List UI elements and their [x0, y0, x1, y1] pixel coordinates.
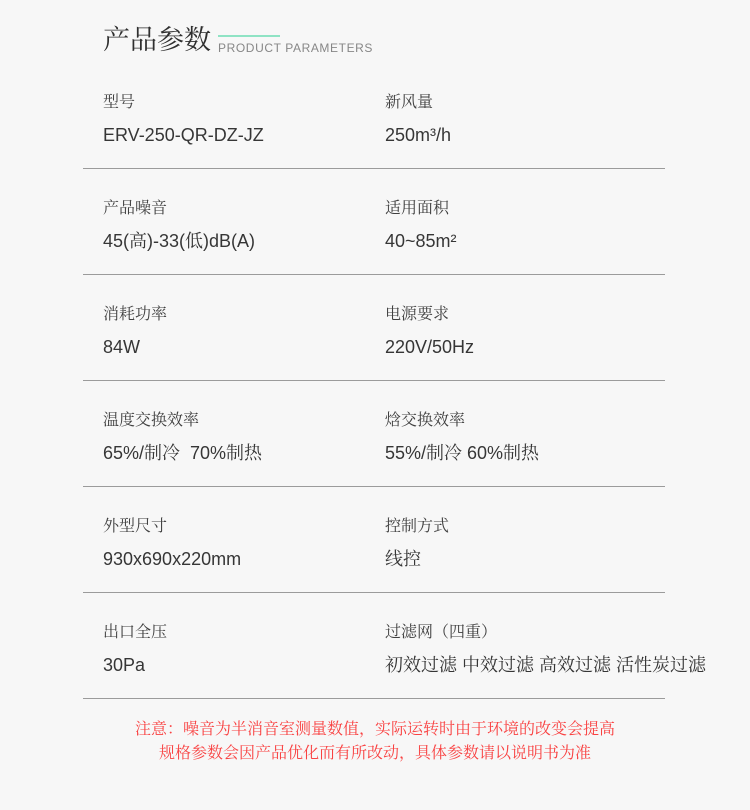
spec-label: 控制方式 — [385, 517, 450, 535]
spec-row-size-control — [83, 487, 665, 593]
spec-cell-power-consumption — [83, 297, 365, 359]
page-header — [103, 21, 750, 56]
spec-label: 适用面积 — [385, 199, 450, 217]
spec-value: 线控 — [385, 548, 421, 569]
spec-label: 焓交换效率 — [385, 411, 466, 429]
spec-label: 温度交换效率 — [103, 411, 200, 429]
spec-cell-enthalpy-exchange-efficiency — [365, 403, 665, 465]
product-parameters-page — [0, 21, 750, 810]
spec-value: 55%/制冷 60%制热 — [385, 442, 540, 463]
spec-cell-temp-exchange-efficiency — [83, 403, 365, 465]
spec-cell-noise — [83, 191, 365, 253]
spec-value: 初效过滤 中效过滤 高效过滤 活性炭过滤 — [385, 654, 707, 675]
page-subtitle: PRODUCT PARAMETERS — [218, 41, 374, 55]
spec-row-power — [83, 275, 665, 381]
spec-value: 220V/50Hz — [385, 336, 475, 357]
spec-label: 消耗功率 — [103, 305, 168, 323]
spec-label: 电源要求 — [385, 305, 450, 323]
notice-line-2: 规格参数会因产品优化而有所改动，具体参数请以说明书为准 — [158, 745, 591, 762]
accent-line — [218, 35, 280, 37]
spec-cell-dimensions — [83, 509, 365, 571]
spec-label: 新风量 — [385, 93, 434, 111]
spec-value: 930x690x220mm — [103, 548, 242, 569]
notice — [0, 718, 750, 766]
spec-cell-applicable-area — [365, 191, 665, 253]
spec-row-pressure-filter — [83, 593, 707, 699]
page-title: 产品参数 — [103, 25, 211, 56]
spec-cell-control-method — [365, 509, 665, 571]
spec-label: 出口全压 — [103, 623, 168, 641]
spec-value: 40~85m² — [385, 230, 457, 251]
notice-line-1: 注意：噪音为半消音室测量数值，实际运转时由于环境的改变会提高 — [134, 721, 615, 738]
spec-label: 外型尺寸 — [103, 517, 168, 535]
spec-value: 45(高)-33(低)dB(A) — [103, 230, 256, 251]
spec-cell-power-supply — [365, 297, 665, 359]
spec-label: 过滤网（四重） — [385, 623, 498, 641]
spec-label: 型号 — [103, 93, 136, 111]
spec-row-noise-area — [83, 169, 665, 275]
spec-table — [83, 63, 707, 699]
page-subtitle-block — [218, 35, 373, 56]
spec-label: 产品噪音 — [103, 199, 168, 217]
spec-value: ERV-250-QR-DZ-JZ — [103, 124, 264, 145]
spec-row-model-airflow — [83, 63, 665, 169]
spec-cell-model — [83, 85, 365, 147]
spec-row-efficiency — [83, 381, 665, 487]
spec-value: 84W — [103, 336, 141, 357]
spec-value: 65%/制冷 70%制热 — [103, 442, 263, 463]
spec-cell-outlet-pressure — [83, 615, 365, 677]
spec-value: 30Pa — [103, 654, 146, 675]
spec-value: 250m³/h — [385, 124, 452, 145]
spec-cell-filter — [365, 615, 706, 677]
spec-cell-fresh-air-volume — [365, 85, 665, 147]
